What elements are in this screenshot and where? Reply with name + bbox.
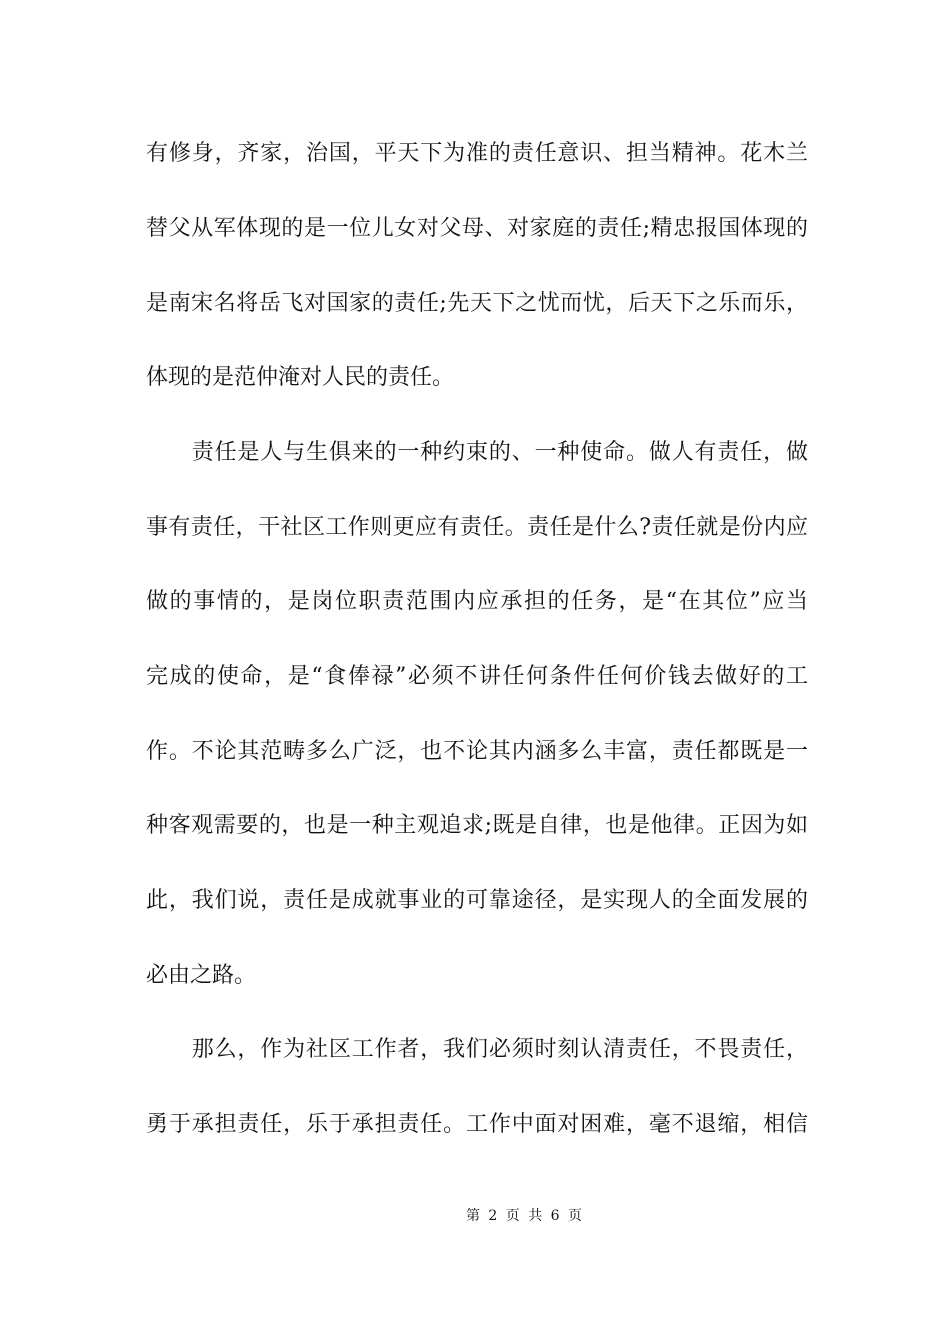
- text-line: 那么，作为社区工作者，我们必须时刻认清责任，不畏责任，: [146, 1037, 808, 1062]
- text-line: 有修身，齐家，治国，平天下为准的责任意识、担当精神。花木兰: [146, 141, 808, 166]
- text-line: 做的事情的，是岗位职责范围内应承担的任务，是“在其位”应当: [146, 589, 808, 614]
- text-line: 责任是人与生俱来的一种约束的、一种使命。做人有责任，做: [146, 440, 808, 465]
- text-line: 事有责任，干社区工作则更应有责任。责任是什么?责任就是份内应: [146, 515, 808, 540]
- text-line: 是南宋名将岳飞对国家的责任;先天下之忧而忧，后天下之乐而乐，: [146, 291, 808, 316]
- text-line: 此，我们说，责任是成就事业的可靠途径，是实现人的全面发展的: [146, 888, 808, 913]
- page-number-footer: 第 2 页 共 6 页: [465, 1208, 585, 1224]
- text-line: 勇于承担责任，乐于承担责任。工作中面对困难，毫不退缩，相信: [146, 1112, 808, 1137]
- text-line: 替父从军体现的是一位儿女对父母、对家庭的责任;精忠报国体现的: [146, 216, 808, 241]
- text-line: 作。不论其范畴多么广泛，也不论其内涵多么丰富，责任都既是一: [146, 739, 808, 764]
- text-line: 种客观需要的，也是一种主观追求;既是自律，也是他律。正因为如: [146, 813, 808, 838]
- text-line: 完成的使命，是“食俸禄”必须不讲任何条件任何价钱去做好的工: [146, 664, 808, 689]
- text-line: 必由之路。: [146, 963, 257, 988]
- text-line: 体现的是范仲淹对人民的责任。: [146, 365, 455, 390]
